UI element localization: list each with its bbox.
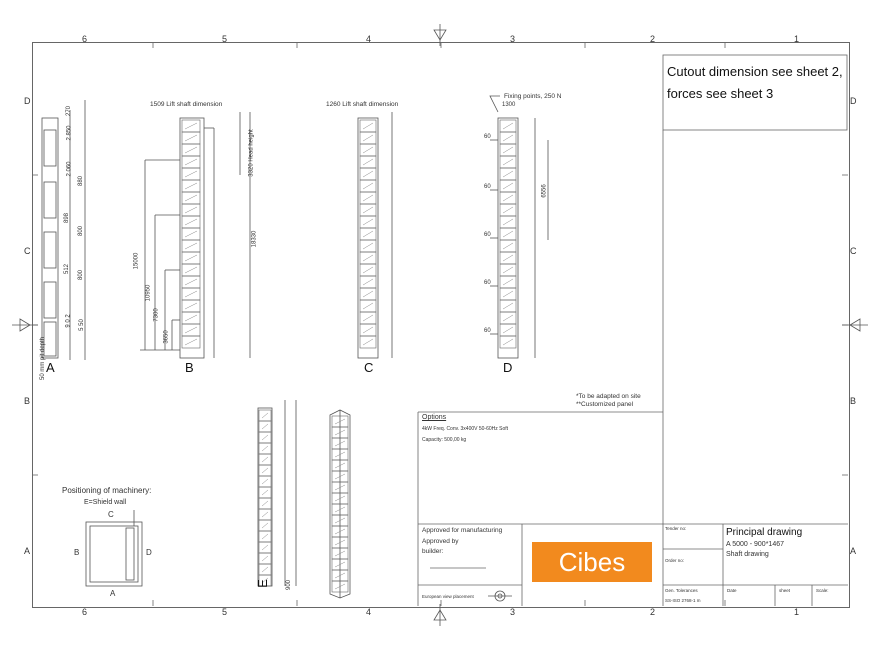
view-d-panel-hatch — [503, 303, 513, 309]
view-e-iso-panel-hatch — [335, 518, 345, 523]
view-a-dim: 2 850 — [66, 125, 73, 141]
view-a-dim: 898 — [64, 212, 71, 224]
view-c-panel-hatch — [363, 159, 373, 165]
view-a-dim: 2 060 — [66, 161, 73, 177]
positioning-shield: E=Shield wall — [84, 499, 127, 506]
approval-line3: builder: — [422, 548, 444, 555]
view-b-panel-hatch — [185, 135, 197, 141]
view-b-panel-hatch — [185, 207, 197, 213]
grid-row-right: C — [850, 246, 857, 256]
view-c-panel-hatch — [363, 195, 373, 201]
view-e-iso-panel-hatch — [335, 463, 345, 468]
view-b-dim: 18330 — [251, 230, 258, 248]
positioning-label-c: C — [108, 510, 114, 519]
view-a-dim: 270 — [66, 105, 73, 117]
view-b-title: 1509 Lift shaft dimension — [150, 101, 223, 108]
view-e-panel-hatch — [262, 424, 268, 429]
note-adapted: *To be adapted on site — [576, 393, 641, 400]
view-e-iso-panel-hatch — [335, 485, 345, 490]
approval-footer: European view placement — [422, 594, 474, 599]
view-e-iso-panel-hatch — [335, 584, 345, 589]
grid-col-bottom: 2 — [650, 607, 656, 617]
positioning-label-a: A — [110, 589, 116, 598]
view-e-iso-panel-hatch — [335, 573, 345, 578]
view-d-dim: 1300 — [502, 102, 516, 108]
grid-row-left: A — [24, 546, 31, 556]
view-d-panel-hatch — [503, 207, 513, 213]
view-b-panel-hatch — [185, 171, 197, 177]
grid-col-top: 1 — [794, 34, 800, 44]
view-b-panel-hatch — [185, 183, 197, 189]
view-b-head-height: 3320 Head height — [248, 129, 255, 177]
view-b-panel-hatch — [185, 279, 197, 285]
view-b-panel-hatch — [185, 303, 197, 309]
view-a-pit-depth: 50 mm pit depth — [40, 336, 46, 380]
view-e-iso-panel-hatch — [335, 430, 345, 435]
view-b-panel-hatch — [185, 267, 197, 273]
positioning-label-b: B — [74, 548, 80, 557]
options-title: Options — [422, 414, 447, 421]
drawing-subtitle: Shaft drawing — [726, 551, 769, 558]
view-c-panel-hatch — [363, 267, 373, 273]
view-e-iso-panel-hatch — [335, 419, 345, 424]
grid-col-top: 4 — [366, 34, 372, 44]
view-a-dim: 512 — [64, 263, 71, 275]
grid-col-bottom: 6 — [82, 607, 88, 617]
view-c-panel-hatch — [363, 183, 373, 189]
view-e-panel-hatch — [262, 512, 268, 517]
view-d-panel-hatch — [503, 243, 513, 249]
view-b-panel-hatch — [185, 291, 197, 297]
grid-col-bottom: 3 — [510, 607, 516, 617]
view-e-panel-hatch — [262, 479, 268, 484]
tender-label: Tender no: — [665, 526, 687, 531]
view-d-panel-hatch — [503, 219, 513, 225]
view-d-panel-hatch — [503, 291, 513, 297]
view-d-fixing-points: Fixing points, 250 N — [504, 93, 562, 100]
tolerances-value: SS-ISO 2768-1 m — [665, 598, 701, 603]
grid-col-top: 6 — [82, 34, 88, 44]
view-e-iso-panel-hatch — [335, 562, 345, 567]
view-b-panel-hatch — [185, 123, 197, 129]
view-b-dim: 7300 — [153, 308, 160, 322]
view-e-iso-panel-hatch — [335, 441, 345, 446]
view-e-panel-hatch — [262, 545, 268, 550]
note-box-text: Cutout dimension see sheet 2, forces see sheet 3 — [667, 64, 843, 101]
view-d-label: D — [503, 360, 513, 375]
view-c-panel-hatch — [363, 279, 373, 285]
view-d-panel-hatch — [503, 123, 513, 129]
view-b-panel-hatch — [185, 231, 197, 237]
view-e-panel-hatch — [262, 567, 268, 572]
approval-line1: Approved for manufacturing — [422, 527, 503, 534]
view-c-panel-hatch — [363, 171, 373, 177]
view-b-panel-hatch — [185, 159, 197, 165]
view-c-panel-hatch — [363, 255, 373, 261]
view-c-panel-hatch — [363, 327, 373, 333]
view-d-panel-hatch — [503, 159, 513, 165]
view-e-iso-panel-hatch — [335, 452, 345, 457]
cibes-logo: Cibes — [532, 542, 652, 582]
view-d-panel-hatch — [503, 195, 513, 201]
view-e-iso-panel-hatch — [335, 496, 345, 501]
view-c-panel-hatch — [363, 291, 373, 297]
view-b-dim: 3650 — [163, 330, 170, 344]
view-a-label: A — [46, 360, 55, 375]
view-d-dim: 60 — [484, 328, 491, 334]
view-b-panel-hatch — [185, 255, 197, 261]
view-d-dim: 60 — [484, 184, 491, 190]
view-d-panel-hatch — [503, 255, 513, 261]
grid-row-right: B — [850, 396, 857, 406]
view-e-panel-hatch — [262, 468, 268, 473]
grid-row-left: B — [24, 396, 31, 406]
positioning-title: Positioning of machinery: — [62, 486, 152, 495]
view-d-dim: 60 — [484, 134, 491, 140]
view-b-dim: 15000 — [133, 252, 140, 270]
view-c-title: 1260 Lift shaft dimension — [326, 101, 399, 108]
view-e-panel-hatch — [262, 501, 268, 506]
view-c-panel-hatch — [363, 303, 373, 309]
view-c-panel-hatch — [363, 339, 373, 345]
view-e-label: E — [254, 579, 270, 588]
approval-line2: Approved by — [422, 538, 459, 545]
grid-col-top: 5 — [222, 34, 228, 44]
view-b-label: B — [185, 360, 194, 375]
grid-row-right: A — [850, 546, 857, 556]
view-e-panel-hatch — [262, 534, 268, 539]
view-a-dim: 800 — [78, 225, 85, 237]
positioning-label-d: D — [146, 548, 152, 557]
view-a-dim: 5 50 — [78, 319, 85, 331]
view-b-panel-hatch — [185, 339, 197, 345]
view-d-panel-hatch — [503, 327, 513, 333]
view-e-iso-panel-hatch — [335, 540, 345, 545]
sheet-label: sheet — [779, 588, 791, 593]
view-e-panel-hatch — [262, 446, 268, 451]
view-a-dim: 800 — [78, 269, 85, 281]
view-d-panel-hatch — [503, 135, 513, 141]
view-d-panel-hatch — [503, 267, 513, 273]
scale-label: Scale: — [816, 588, 829, 593]
grid-col-top: 3 — [510, 34, 516, 44]
grid-row-left: C — [24, 246, 31, 256]
grid-row-right: D — [850, 96, 857, 106]
view-d-panel-hatch — [503, 279, 513, 285]
view-c-panel-hatch — [363, 243, 373, 249]
view-c-panel-hatch — [363, 135, 373, 141]
view-c-panel-hatch — [363, 207, 373, 213]
view-b-panel-hatch — [185, 315, 197, 321]
view-e-iso-panel-hatch — [335, 529, 345, 534]
grid-col-bottom: 4 — [366, 607, 372, 617]
view-d-dim: 6556 — [541, 184, 548, 198]
order-label: Order no: — [665, 558, 685, 563]
date-label: Date — [727, 588, 737, 593]
view-e-panel-hatch — [262, 457, 268, 462]
view-e-dim: 900 — [286, 579, 293, 591]
view-e-panel-hatch — [262, 413, 268, 418]
view-e-panel-hatch — [262, 490, 268, 495]
view-b-panel-hatch — [185, 219, 197, 225]
grid-col-bottom: 1 — [794, 607, 800, 617]
drawing-title: Principal drawing — [726, 527, 803, 538]
view-c-panel-hatch — [363, 219, 373, 225]
options-line2: Capacity: 500,00 kg — [422, 437, 467, 443]
view-d-dim: 60 — [484, 280, 491, 286]
view-c-panel-hatch — [363, 315, 373, 321]
view-e-iso-panel-hatch — [335, 474, 345, 479]
view-b-panel-hatch — [185, 147, 197, 153]
grid-col-bottom: 5 — [222, 607, 228, 617]
view-e-panel-hatch — [262, 435, 268, 440]
view-d-panel-hatch — [503, 315, 513, 321]
view-e-iso-panel-hatch — [335, 551, 345, 556]
view-d-panel-hatch — [503, 171, 513, 177]
view-b-dim: 10950 — [145, 284, 152, 302]
view-b-panel-hatch — [185, 243, 197, 249]
view-e-iso-panel-hatch — [335, 507, 345, 512]
tolerances-label: Gen. Tolerances — [665, 588, 698, 593]
note-customized: **Customized panel — [576, 401, 634, 408]
grid-col-top: 2 — [650, 34, 656, 44]
view-b-panel-hatch — [185, 195, 197, 201]
view-d-panel-hatch — [503, 147, 513, 153]
view-c-label: C — [364, 360, 374, 375]
view-c-panel-hatch — [363, 231, 373, 237]
view-e-panel-hatch — [262, 523, 268, 528]
view-c-panel-hatch — [363, 123, 373, 129]
view-d-panel-hatch — [503, 183, 513, 189]
view-e-panel-hatch — [262, 556, 268, 561]
view-d-dim: 60 — [484, 232, 491, 238]
grid-row-left: D — [24, 96, 31, 106]
view-d-panel-hatch — [503, 339, 513, 345]
view-a-dim: 9 0 2 — [65, 314, 72, 328]
view-b-panel-hatch — [185, 327, 197, 333]
drawing-model: A 5000 - 900*1467 — [726, 541, 784, 548]
view-c-panel-hatch — [363, 147, 373, 153]
view-d-panel-hatch — [503, 231, 513, 237]
view-a-dim: 880 — [78, 175, 85, 187]
options-line1: 4kW Freq. Conv. 3x400V 50-60Hz Soft — [422, 426, 509, 432]
